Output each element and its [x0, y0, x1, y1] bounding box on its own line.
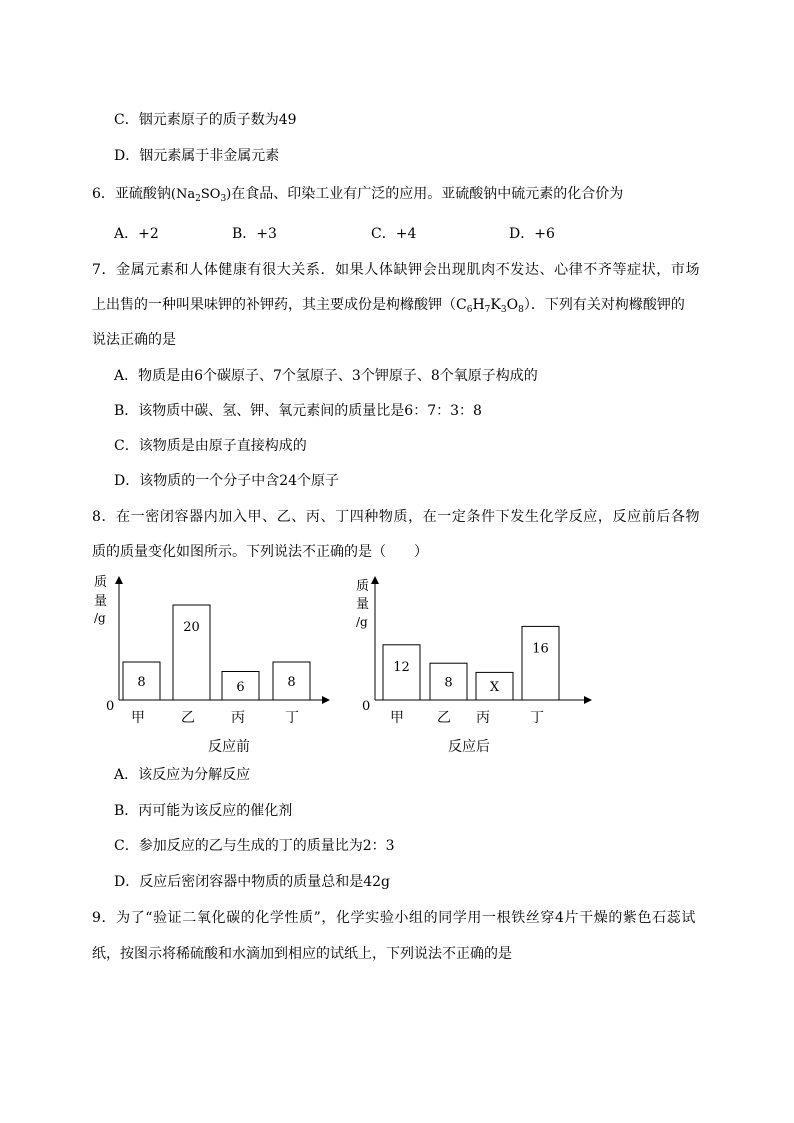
q5-option-d: D．铟元素属于非金属元素 [114, 148, 280, 164]
chart-after-bar-4 [522, 626, 559, 700]
q7-option-c: C．该物质是由原子直接构成的 [114, 438, 307, 454]
q6-formula-sub2: 3 [220, 194, 227, 204]
chart-before-svg [88, 572, 348, 732]
q6-option-a: A．+2 [114, 226, 159, 242]
chart-before-title: 反应前 [208, 739, 250, 755]
q7-sub-k: 3 [500, 305, 507, 315]
q6-stem [92, 184, 623, 209]
chart-before-category-label-2: 乙 [181, 710, 195, 726]
q8-stem-line1: 8．在一密闭容器内加入甲、乙、丙、丁四种物质，在一定条件下发生化学反应，反应前后各物 [92, 509, 701, 525]
q7-k: K [490, 297, 501, 313]
q7-sub-h: 7 [484, 305, 491, 315]
chart-before-ylabel-1: 质 [94, 575, 108, 590]
q8-option-b: B．丙可能为该反应的催化剂 [114, 803, 293, 819]
chart-after-title: 反应后 [448, 739, 490, 755]
q8-stem-line2: 质的质量变化如图所示。下列说法不正确的是（ ） [92, 544, 428, 560]
chart-after-category-label-2: 乙 [437, 710, 451, 726]
chart-before-value-label-2: 20 [183, 620, 200, 635]
q7-o: O [506, 297, 519, 313]
q7-line2-a: 上出售的一种叫果味钾的补钾药，其主要成份是枸橼酸钾（C [92, 297, 467, 313]
q6-formula-open: (Na [170, 187, 196, 202]
q8-option-a: A．该反应为分解反应 [114, 767, 251, 783]
chart-after-category-label-3: 丙 [476, 710, 490, 726]
chart-after-ylabel-2: 量 [356, 597, 370, 612]
q6-option-b: B．+3 [232, 226, 277, 242]
chart-after-ylabel-1: 质 [356, 579, 370, 594]
q6-option-c: C．+4 [371, 226, 417, 242]
chart-before-ylabel-2: 量 [94, 594, 108, 609]
q5-option-c: C．铟元素原子的质子数为49 [114, 112, 297, 128]
q7-formula [467, 297, 524, 313]
chart-after-value-label-3: X [489, 680, 500, 696]
q6-options [114, 224, 594, 244]
chart-after-category-label-4: 丁 [530, 710, 544, 726]
chart-before-category-label-3: 丙 [231, 710, 245, 726]
q6-stem-a: 6．亚硫酸钠 [92, 186, 171, 202]
q7-stem-line2 [92, 295, 685, 320]
q6-formula-mid: SO [200, 187, 221, 202]
chart-before-origin: 0 [106, 699, 115, 714]
chart-before-ylabel-3: /g [94, 611, 106, 625]
chart-after-origin: 0 [362, 699, 371, 714]
q7-option-a: A．物质是由6个碳原子、7个氢原子、3个钾原子、8个氧原子构成的 [114, 368, 538, 384]
chart-before-value-label-4: 8 [287, 675, 296, 690]
chart-after [350, 572, 610, 732]
q7-sub-c: 6 [466, 305, 473, 315]
q7-option-b: B．该物质中碳、氢、钾、氧元素间的质量比是6：7：3：8 [114, 403, 482, 419]
chart-after-category-label-1: 甲 [390, 710, 404, 726]
chart-after-svg [350, 572, 610, 732]
chart-before [88, 572, 348, 732]
chart-after-ylabel-3: /g [356, 615, 368, 629]
q6-formula [171, 187, 231, 202]
q7-stem-line1: 7．金属元素和人体健康有很大关系．如果人体缺钾会出现肌肉不发达、心律不齐等症状，市场 [92, 262, 701, 278]
q8-option-d: D．反应后密闭容器中物质的质量总和是42g [114, 874, 390, 890]
q7-sub-o: 8 [518, 305, 524, 315]
q7-h: H [472, 297, 485, 313]
q7-line2-b: ）．下列有关对枸橼酸钾的 [523, 297, 685, 313]
chart-before-value-label-3: 6 [236, 679, 245, 695]
q6-formula-sub1: 2 [195, 194, 201, 204]
chart-before-value-label-1: 8 [137, 675, 146, 690]
chart-after-value-label-1: 12 [393, 659, 410, 675]
q8-option-c: C．参加反应的乙与生成的丁的质量比为2：3 [114, 838, 395, 854]
q6-formula-close: ) [226, 187, 232, 202]
chart-after-value-label-2: 8 [444, 675, 453, 691]
q9-stem-line1: 9．为了“验证二氧化碳的化学性质”，化学实验小组的同学用一根铁丝穿4片干燥的紫色石蕊试 [92, 910, 696, 926]
chart-before-category-label-4: 丁 [285, 710, 299, 726]
q7-option-d: D．该物质的一个分子中含24个原子 [114, 473, 340, 489]
q9-stem-line2: 纸，按图示将稀硫酸和水滴加到相应的试纸上，下列说法不正确的是 [92, 946, 512, 962]
chart-before-category-label-1: 甲 [131, 710, 145, 726]
q6-stem-b: 在食品、印染工业有广泛的应用。亚硫酸钠中硫元素的化合价为 [231, 186, 624, 202]
q6-option-d: D．+6 [509, 226, 555, 242]
q7-stem-line3: 说法正确的是 [92, 332, 176, 348]
chart-after-value-label-4: 16 [532, 641, 549, 657]
